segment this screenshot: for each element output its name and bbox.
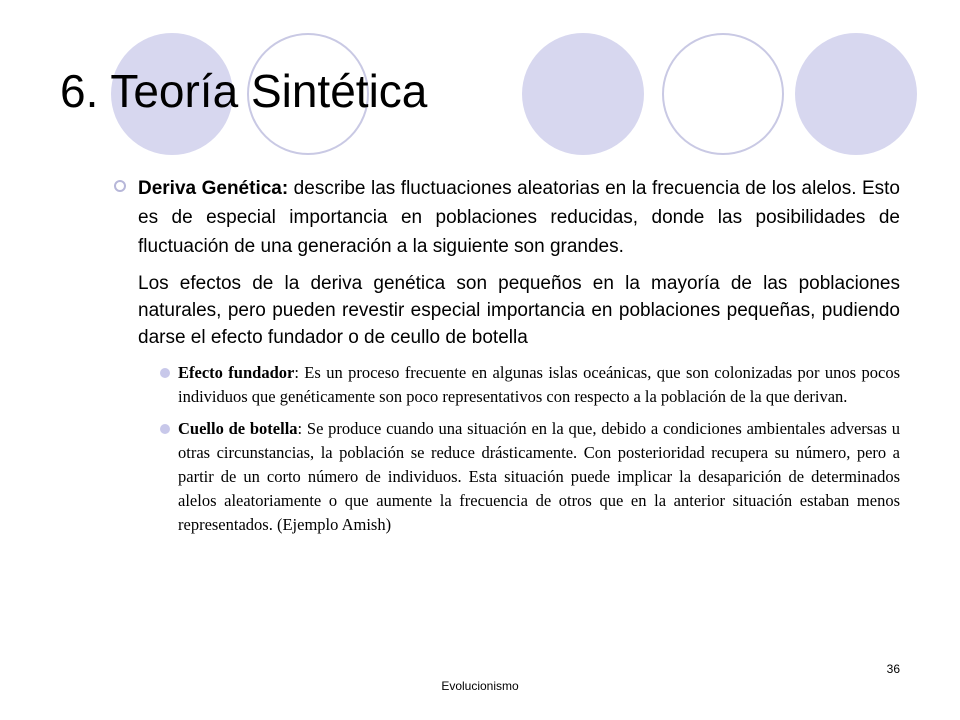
slide-title: 6. Teoría Sintética — [60, 65, 428, 117]
decorative-circle-5 — [795, 33, 917, 155]
slide-body — [114, 174, 900, 537]
filled-circle-bullet-icon — [160, 424, 170, 434]
decorative-circle-3 — [522, 33, 644, 155]
deriva-paragraph: Los efectos de la deriva genética son pequeños en la mayoría de las poblaciones naturales, pero pueden revestir especial importancia en poblaciones pequeñas, pudiendo darse el efecto fundador o de ceullo de botella — [138, 273, 900, 348]
bullet-term: Deriva Genética: — [138, 178, 289, 199]
bullet-deriva-genetica — [114, 174, 900, 261]
page-number: 36 — [886, 662, 900, 676]
subbullet-text: : Se produce cuando una situación en la que, debido a condiciones ambientales adversas u otras circunstancias, la población se reduce drásticamente. Con posterioridad recupera su número, pero a partir de un corto número de individuos. Esta situación puede implicar la desaparición de determinados alelos aleatoriamente o que aumente la frecuencia de otros que en la anterior situación estaban menos representados. (Ejemplo Amish) — [178, 419, 900, 534]
bullet-text: describe las fluctuaciones aleatorias en la frecuencia de los alelos. Esto es de especial importancia en poblaciones reducidas, donde las posibilidades de fluctuación de una generación a la siguiente son grandes. — [138, 178, 900, 257]
subbullet-text: : Es un proceso frecuente en algunas islas oceánicas, que son colonizadas por unos pocos individuos que genéticamente son poco representativos con respecto a la población de la que derivan. — [178, 363, 900, 406]
hollow-circle-bullet-icon — [114, 180, 126, 192]
decorative-circle-4 — [662, 33, 784, 155]
filled-circle-bullet-icon — [160, 368, 170, 378]
subbullet-term: Efecto fundador — [178, 363, 295, 382]
subbullet-cuello-de-botella — [114, 417, 900, 537]
footer-text: Evolucionismo — [441, 679, 519, 693]
subbullet-term: Cuello de botella — [178, 419, 298, 438]
subbullet-efecto-fundador — [114, 361, 900, 409]
